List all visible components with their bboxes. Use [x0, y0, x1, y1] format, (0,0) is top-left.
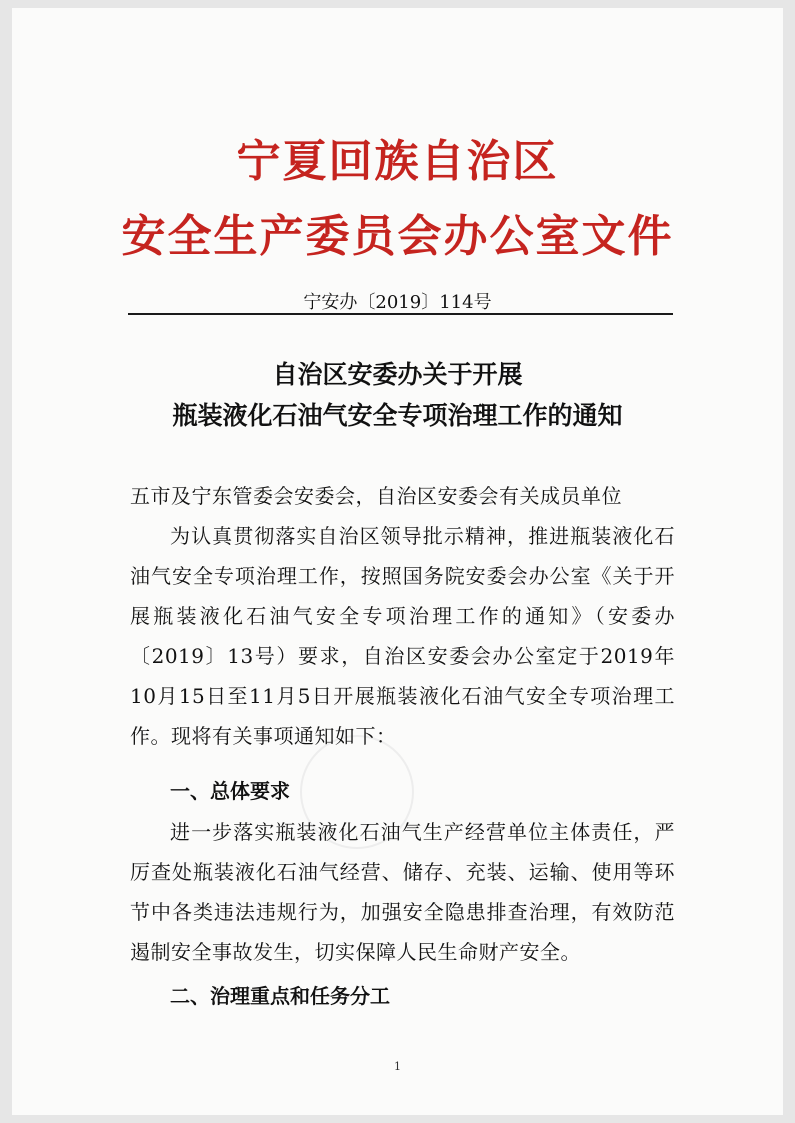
- header-separator-line: [128, 313, 673, 315]
- issuer-title-line2: 安全生产委员会办公室文件: [121, 211, 674, 262]
- page-number: 1: [394, 1060, 401, 1073]
- section-heading-2: 二、治理重点和任务分工: [170, 984, 390, 1008]
- notice-title-line1: 自治区安委办关于开展: [272, 360, 523, 389]
- section-heading-1: 一、总体要求: [170, 779, 290, 803]
- intro-paragraph: 为认真贯彻落实自治区领导批示精神，推进瓶装液化石油气安全专项治理工作，按照国务院安委会办公室《关于开展瓶装液化石油气安全专项治理工作的通知》（安委办〔2019〕13号）要求，自治区安委会办公室定于2019年10月15日至11月5日开展瓶装液化石油气安全专项治理工作。现将有关事项通知如下：: [130, 524, 675, 748]
- section1-paragraph: 进一步落实瓶装液化石油气生产经营单位主体责任，严厉查处瓶装液化石油气经营、储存、充装、运输、使用等环节中各类违法违规行为，加强安全隐患排查治理，有效防范遏制安全事故发生，切实保障人民生命财产安全。: [130, 820, 675, 964]
- issuer-title-line1: 宁夏回族自治区: [236, 136, 559, 187]
- notice-title-line2: 瓶装液化石油气安全专项治理工作的通知: [172, 401, 623, 430]
- document-number: 宁安办〔2019〕114号: [303, 292, 492, 313]
- addressee: 五市及宁东管委会安委会，自治区安委会有关成员单位: [130, 484, 622, 508]
